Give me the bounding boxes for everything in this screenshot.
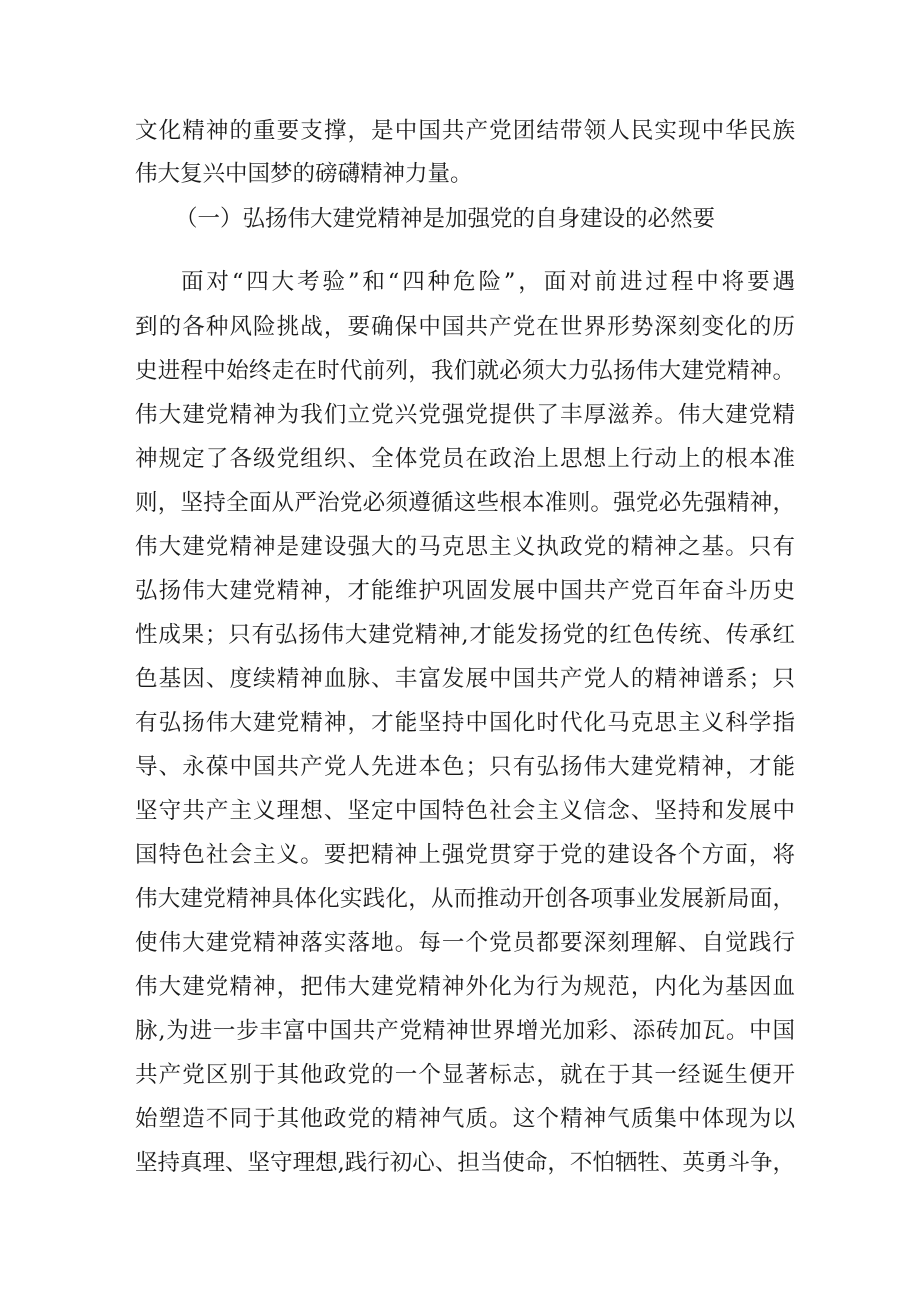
- body-line-20: 始塑造不同于其他政党的精神气质。这个精神气质集中体现为以: [135, 1106, 795, 1132]
- body-line-16: 使伟大建党精神落实落地。每一个党员都要深刻理解、自觉践行: [135, 930, 795, 956]
- body-line-4: 伟大建党精神为我们立党兴党强党提供了丰厚滋养。伟大建党精: [135, 402, 795, 428]
- intro-line-1: 文化精神的重要支撑，是中国共产党团结带领人民实现中华民族: [135, 118, 795, 144]
- body-line-15: 伟大建党精神具体化实践化，从而推动开创各项事业发展新局面，: [135, 886, 795, 912]
- body-line-10: 色基因、度续精神血脉、丰富发展中国共产党人的精神谱系；只: [135, 666, 795, 692]
- body-line-5: 神规定了各级党组织、全体党员在政治上思想上行动上的根本准: [135, 446, 795, 472]
- body-line-1: 面对“四大考验”和“四种危险”，面对前进过程中将要遇: [181, 269, 795, 295]
- body-line-9: 性成果；只有弘扬伟大建党精神,才能发扬党的红色传统、传承红: [135, 622, 795, 648]
- body-line-19: 共产党区别于其他政党的一个显著标志，就在于其一经诞生便开: [135, 1062, 795, 1088]
- body-line-18: 脉,为进一步丰富中国共产党精神世界增光加彩、添砖加瓦。中国: [135, 1018, 795, 1044]
- body-line-11: 有弘扬伟大建党精神，才能坚持中国化时代化马克思主义科学指: [135, 710, 795, 736]
- body-line-3: 史进程中始终走在时代前列，我们就必须大力弘扬伟大建党精神。: [135, 358, 795, 384]
- body-line-17: 伟大建党精神，把伟大建党精神外化为行为规范，内化为基因血: [135, 974, 795, 1000]
- body-line-8: 弘扬伟大建党精神，才能维护巩固发展中国共产党百年奋斗历史: [135, 578, 795, 604]
- body-line-21: 坚持真理、坚守理想,践行初心、担当使命，不怕牺牲、英勇斗争，: [135, 1150, 795, 1176]
- body-line-12: 导、永葆中国共产党人先进本色；只有弘扬伟大建党精神，才能: [135, 754, 795, 780]
- section-heading: （一）弘扬伟大建党精神是加强党的自身建设的必然要: [175, 206, 716, 232]
- body-line-7: 伟大建党精神是建设强大的马克思主义执政党的精神之基。只有: [135, 534, 795, 560]
- body-line-13: 坚守共产主义理想、坚定中国特色社会主义信念、坚持和发展中: [135, 798, 795, 824]
- body-line-6: 则，坚持全面从严治党必须遵循这些根本准则。强党必先强精神，: [135, 490, 795, 516]
- body-line-2: 到的各种风险挑战，要确保中国共产党在世界形势深刻变化的历: [135, 314, 795, 340]
- body-line-14: 国特色社会主义。要把精神上强党贯穿于党的建设各个方面，将: [135, 842, 795, 868]
- intro-line-2: 伟大复兴中国梦的磅礴精神力量。: [135, 161, 473, 187]
